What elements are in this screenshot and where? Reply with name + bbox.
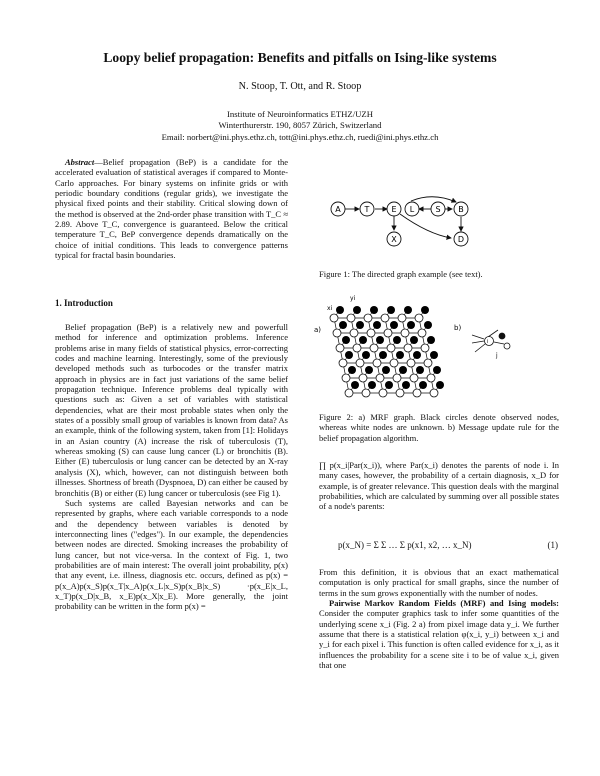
equation-number: (1): [547, 540, 558, 550]
xi-label: xi: [327, 305, 333, 312]
unknown-node: [359, 374, 367, 382]
unknown-node: [379, 389, 387, 397]
unknown-node: [373, 359, 381, 367]
observed-node: [430, 351, 438, 359]
unknown-node: [367, 329, 375, 337]
unknown-node: [362, 389, 370, 397]
figure-2-label-a: a): [314, 326, 322, 334]
unknown-node: [387, 344, 395, 352]
unknown-node: [390, 359, 398, 367]
observed-node: [393, 336, 401, 344]
abstract-text: —Belief propagation (BeP) is a candidate for the accelerated evaluation of statistical averages if compared to Monte-Carlo approaches. For binary systems on infinite grids or with periodic boundary conditions (regular grids), we investigate the physical fixed points and their stability. Critical slowing down of the method is observed at the 2nd-order phase transition with T_C ≈ 2.89. Above T_C, convergence is guaranteed. Below the critical temperature T_C, BeP convergence depends dramatically on the choice of initial conditions. This leads to convergence patterns typical for fractal basin boundaries.: [55, 157, 288, 261]
svg-text:X: X: [391, 235, 397, 244]
observed-node: [387, 306, 395, 314]
svg-text:S: S: [435, 205, 441, 214]
node-t: [360, 202, 374, 216]
observed-node: [345, 351, 353, 359]
unknown-node: [430, 389, 438, 397]
observed-node: [404, 306, 412, 314]
marginal-paragraph: ∏ p(x_i|Par(x_i)), where Par(x_i) denotes the parents of node i. In many cases, however, the probability of a certain diagnosis, x_D for example, is of greater relevance. This question deals with the marginal probabilities, which are calculated by summing over all possible states of a node's parents:: [319, 460, 559, 512]
node-x: [387, 232, 401, 246]
unknown-node: [418, 329, 426, 337]
figure-2-mrf: [312, 290, 512, 400]
node-b: [454, 202, 468, 216]
unknown-node: [401, 329, 409, 337]
mrf-grid: [330, 306, 444, 397]
svg-text:D: D: [457, 235, 465, 244]
observed-node: [351, 381, 359, 389]
observed-node: [379, 351, 387, 359]
abstract-label: Abstract: [65, 157, 95, 167]
equation-1: [338, 540, 558, 550]
observed-node: [373, 321, 381, 329]
unknown-node: [404, 344, 412, 352]
observed-node: [424, 321, 432, 329]
svg-text:T: T: [364, 205, 370, 214]
observed-node: [399, 366, 407, 374]
observed-node: [436, 381, 444, 389]
observed-node: [348, 366, 356, 374]
figure-2-label-b: b): [454, 324, 462, 332]
unknown-node: [427, 374, 435, 382]
unknown-node: [376, 374, 384, 382]
unknown-node: [424, 359, 432, 367]
right-column-text: [319, 460, 559, 512]
observed-node: [407, 321, 415, 329]
affiliation: [0, 109, 600, 143]
unknown-node: [345, 389, 353, 397]
observed-node: [376, 336, 384, 344]
node-d: [454, 232, 468, 246]
mrf-text: Consider the computer graphics task to infer some quantities of the underlying scene x_i (Fig. 2 a) from pixel image data y_i. We further assume that there is a statistical relation φ(x_i, y_i) between x_i and y_i for each pixel i. This function is often called evidence for x_i, as it influences the probability for a scene site i to be of value x_i, given that one: [319, 608, 559, 671]
observed-node: [342, 336, 350, 344]
observed-node: [370, 306, 378, 314]
observed-node: [353, 306, 361, 314]
right-column-text-2: [319, 567, 559, 670]
affiliation-address: Winterthurerstr. 190, 8057 Zürich, Switzerland: [218, 120, 382, 131]
unknown-node: [364, 314, 372, 322]
svg-text:L: L: [409, 205, 415, 214]
introduction-body: [55, 322, 288, 612]
observed-node: [339, 321, 347, 329]
unknown-node: [333, 329, 341, 337]
observed-node: [356, 321, 364, 329]
intro-paragraph-1: Belief propagation (BeP) is a relatively new and powerfull method for inference and optimization problems. Inference problems arise in many fields of statistical physics, error-correcting codes and machine learning. Interestingly, some of the previously developed methods such as turbocodes or the transfer matrix approach in physics are in fact just variations of the same belief propagation technique. Inference problems deal typically with questions such as: Given a set of variables with statistical dependencies, what are their most probable states when only the states of a possibly small group of variables is known from data? As an example, think of the following system, taken from [1]: Holidays in an Asian country (A) increase the risk of tuberculosis (T), whereas smoking (S) can cause lung cancer (L) or bronchitis (B). Either (E) tuberculosis or lung cancer can be detected by an X-ray analysis (X), which, however, can not distinguish between both illnesses. Shortness of breath (Dyspnoea, D) can either be caused by bronchitis (B) or either (E) lung cancer or tuberculosis (see Fig 1).: [55, 322, 288, 498]
observed-node: [421, 306, 429, 314]
unknown-node: [381, 314, 389, 322]
paper-title: Loopy belief propagation: Benefits and pitfalls on Ising-like systems: [103, 50, 497, 65]
unknown-node: [350, 329, 358, 337]
svg-text:B: B: [458, 205, 464, 214]
svg-text:E: E: [391, 205, 397, 214]
node-i-label: i: [487, 339, 489, 345]
observed-node: [359, 336, 367, 344]
observed-node: [419, 381, 427, 389]
unknown-node: [336, 344, 344, 352]
observed-node: [410, 336, 418, 344]
observed-node: [336, 306, 344, 314]
unknown-node: [384, 329, 392, 337]
observed-node: [416, 366, 424, 374]
unknown-node: [398, 314, 406, 322]
equation-body: p(x_N) = Σ Σ … Σ p(x1, x2, … x_N): [338, 540, 472, 550]
node-j-label: j: [496, 352, 498, 359]
observed-node: [385, 381, 393, 389]
after-equation-paragraph: From this definition, it is obvious that an exact mathematical computation is only practical for small graphs, since the number of terms in the sum grows exponentially with the number of nodes.: [319, 567, 559, 598]
unknown-node: [347, 314, 355, 322]
affiliation-institute: Institute of Neuroinformatics ETHZ/UZH: [227, 109, 373, 119]
mrf-heading: Pairwise Markov Random Fields (MRF) and Ising models:: [329, 598, 559, 609]
yi-label: yi: [350, 295, 356, 302]
section-heading-introduction: 1. Introduction: [55, 298, 113, 308]
message-update-diagram: [472, 330, 510, 352]
node-e: [387, 202, 401, 216]
observed-node: [427, 336, 435, 344]
observed-node: [433, 366, 441, 374]
authors: N. Stoop, T. Ott, and R. Stoop: [238, 81, 362, 92]
mrf-paragraph: [319, 598, 559, 670]
observed-node: [396, 351, 404, 359]
unknown-node: [330, 314, 338, 322]
observed-node: [368, 381, 376, 389]
observed-node: [402, 381, 410, 389]
unknown-node: [415, 314, 423, 322]
unknown-node: [393, 374, 401, 382]
unknown-node: [370, 344, 378, 352]
node-s: [431, 202, 445, 216]
observed-node: [382, 366, 390, 374]
unknown-node: [407, 359, 415, 367]
node-l: [405, 202, 419, 216]
node-a: [331, 202, 345, 216]
figure-1-graph: [328, 190, 488, 252]
unknown-node: [410, 374, 418, 382]
unknown-node: [339, 359, 347, 367]
figure-2-caption: Figure 2: a) MRF graph. Black circles denote observed nodes, whereas white nodes are unknown. b) Message update rule for the belief propagation algorithm.: [319, 412, 559, 443]
abstract: [55, 157, 288, 260]
unknown-node: [356, 359, 364, 367]
unknown-node: [413, 389, 421, 397]
unknown-node: [421, 344, 429, 352]
observed-node: [365, 366, 373, 374]
unknown-node: [396, 389, 404, 397]
intro-paragraph-2: Such systems are called Bayesian networks and can be represented by graphs, where each variable corresponds to a node and the dependency between variables is denoted by interconnecting lines ("edges"). In our example, the dependencies between nodes are directed. Smoking increases the probability of lung cancer, but not vice-versa. In the context of Fig. 1, two probabilities are of main interest: The overall joint probability, p(x) that any event, i.e. illness, diagnosis etc. occurs, defined as p(x) = p(x_A)p(x_S)p(x_T|x_A)p(x_L|x_S)p(x_B|x_S) ·p(x_E|x_L, x_T)p(x_D|x_B, x_E)p(x_X|x_E). More generally, the joint probability can be written in the form p(x) =: [55, 497, 288, 612]
figure-1-caption: Figure 1: The directed graph example (see text).: [319, 269, 483, 279]
observed-node: [413, 351, 421, 359]
observed-node: [362, 351, 370, 359]
observed-node: [390, 321, 398, 329]
unknown-node: [353, 344, 361, 352]
affiliation-email: Email: norbert@ini.phys.ethz.ch, tott@ini.phys.ethz.ch, ruedi@ini.phys.ethz.ch: [161, 131, 439, 142]
unknown-node: [342, 374, 350, 382]
svg-text:A: A: [335, 205, 341, 214]
